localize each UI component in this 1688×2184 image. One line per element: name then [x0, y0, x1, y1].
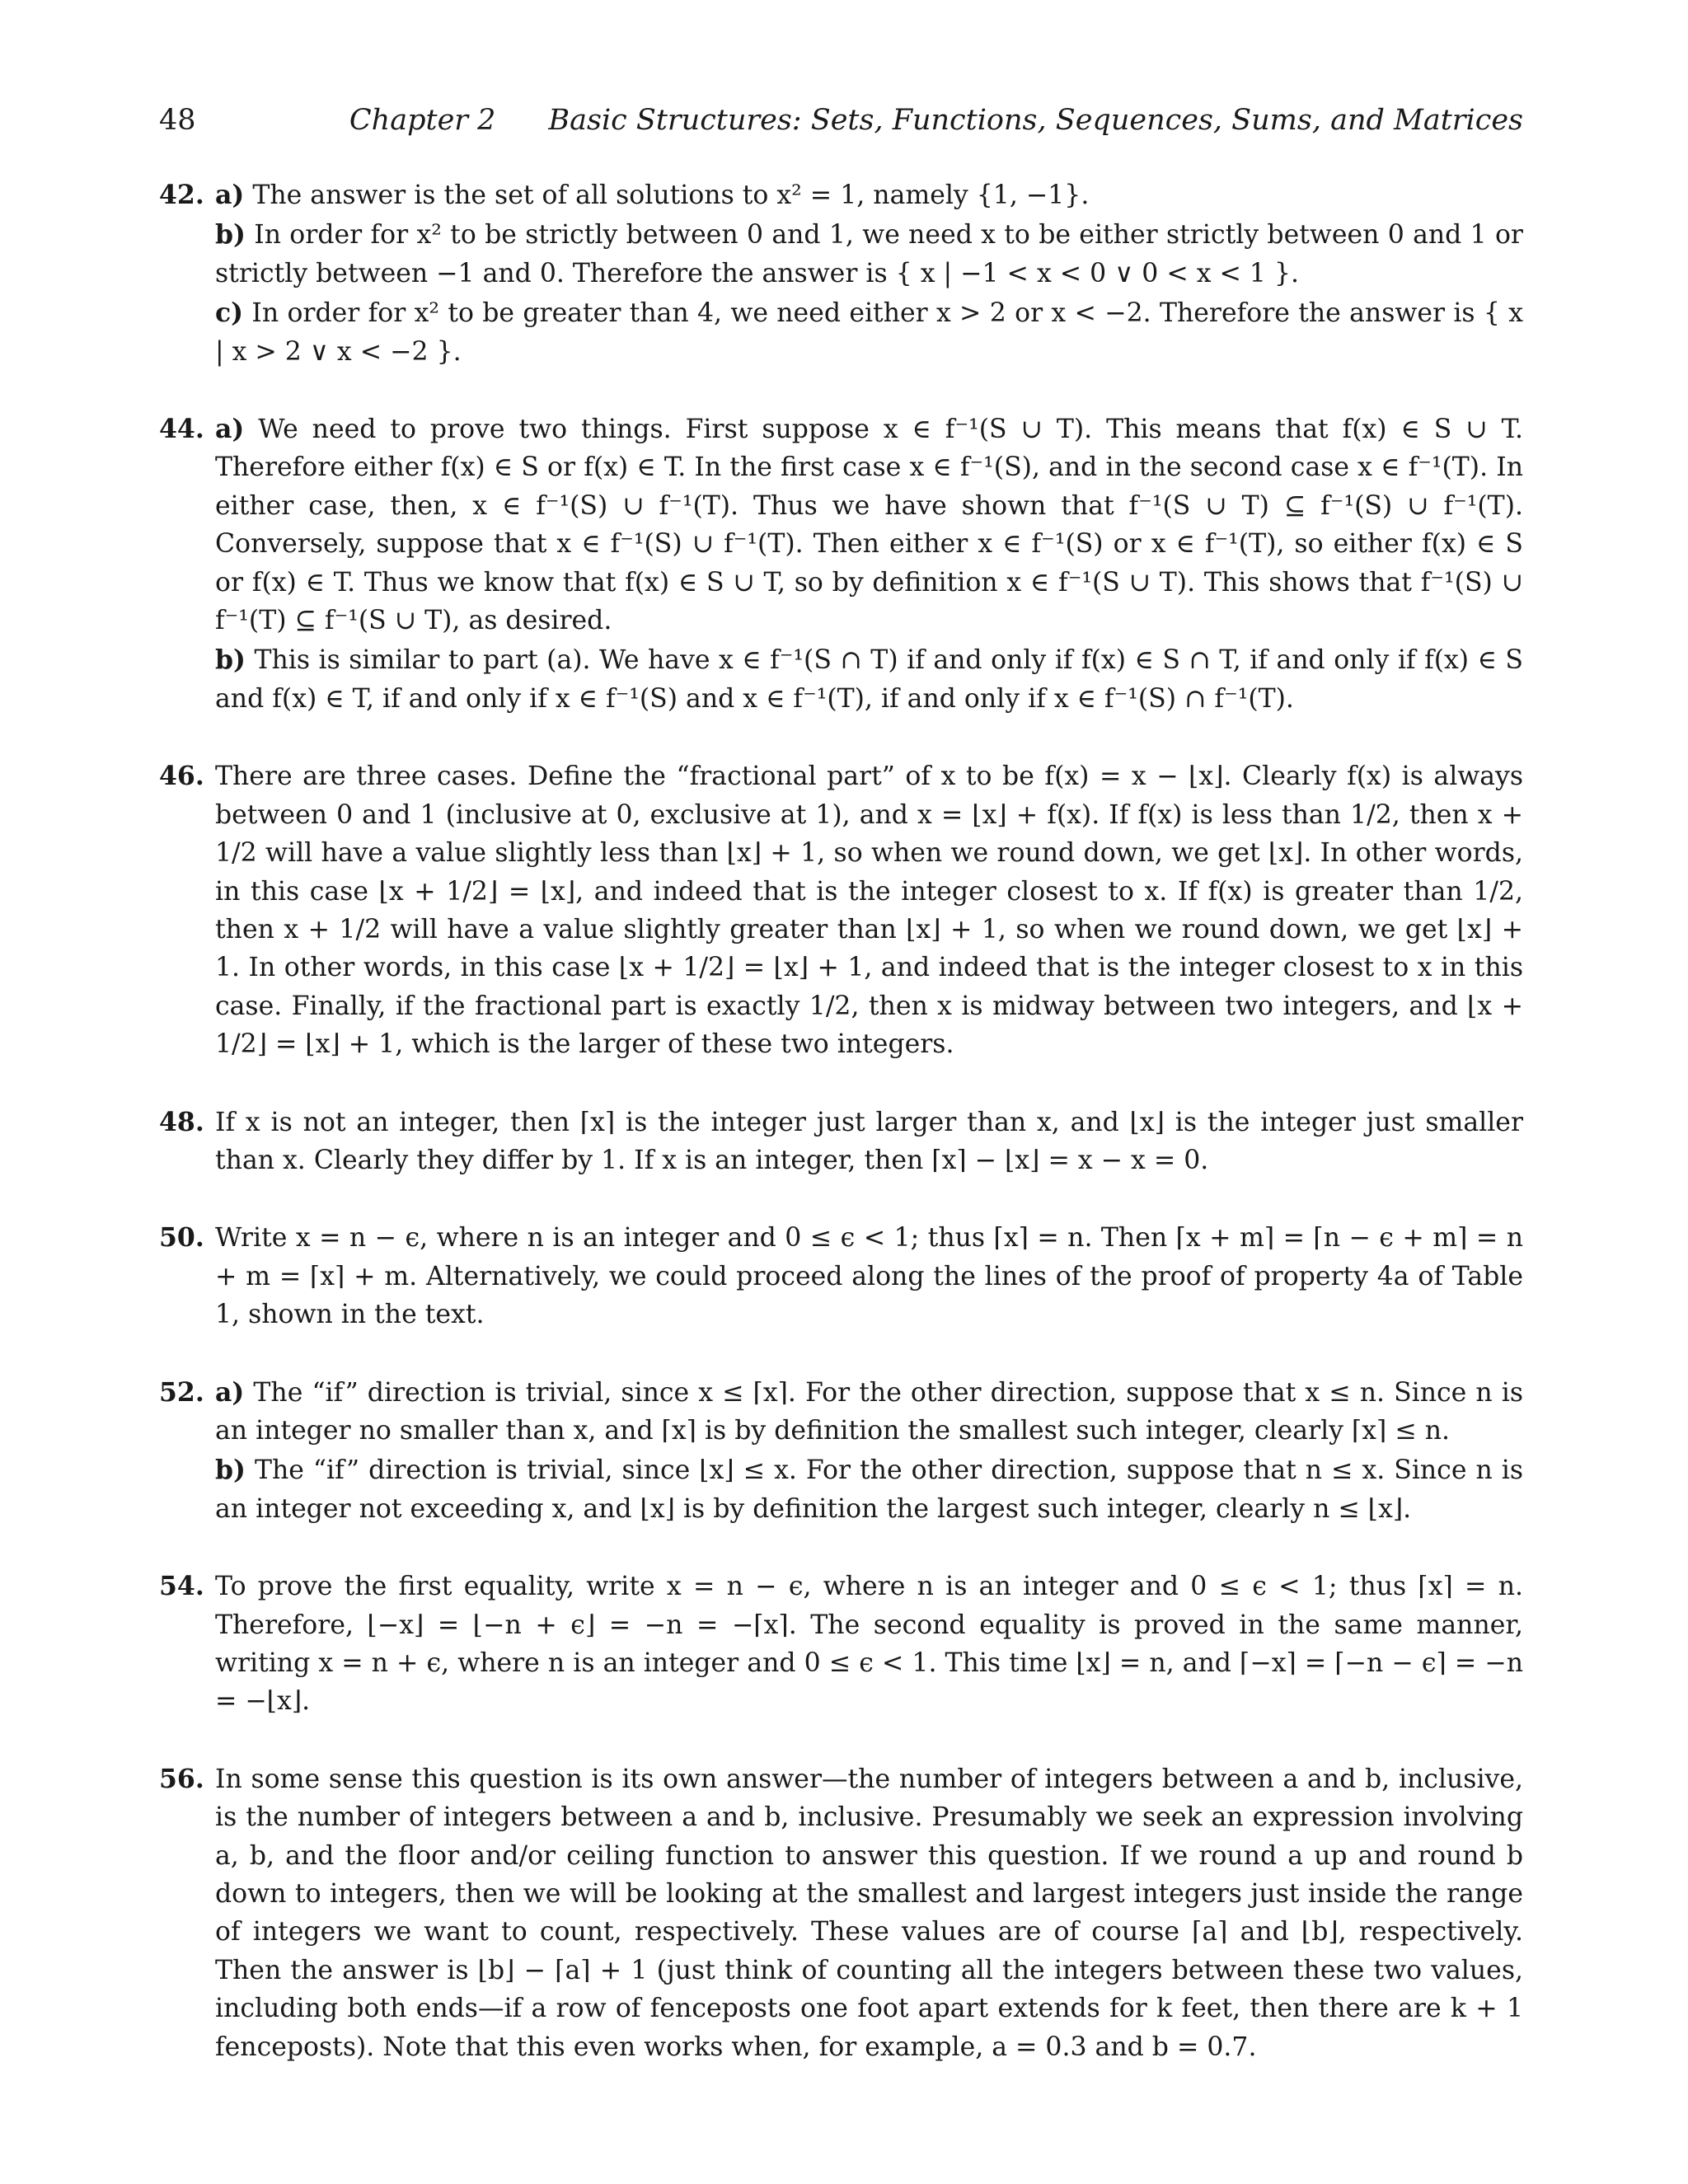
part-text: The “if” direction is trivial, since ⌊x⌋ ≤ x. For the other direction, suppose that n ≤ x. Since n is an integer not exceeding x, and ⌊x⌋ is by definition the largest such integer, clearly n ≤ ⌊x⌋. — [215, 1455, 1524, 1524]
part-text: This is similar to part (a). We have x ∈ f⁻¹(S ∩ T) if and only if f(x) ∈ S ∩ T, if and only if f(x) ∈ S and f(x) ∈ T, if and only if x ∈ f⁻¹(S) and x ∈ f⁻¹(T), if and only if x ∈ f⁻¹(S) ∩ f⁻¹(T). — [215, 645, 1523, 714]
page-header — [159, 97, 1523, 143]
part-label: a) — [215, 414, 245, 445]
problem-46 — [159, 757, 1523, 1063]
page-number: 48 — [159, 104, 196, 137]
solution-part — [215, 1374, 1523, 1451]
problem-number: 50. — [159, 1222, 204, 1254]
problem-number: 56. — [159, 1763, 204, 1794]
part-text: We need to prove two things. First suppose x ∈ f⁻¹(S ∪ T). This means that f(x) ∈ S ∪ T. Therefore either f(x) ∈ S or f(x) ∈ T. In the first case x ∈ f⁻¹(S), and in the second case x ∈ f⁻¹(T). In either case, then, x ∈ f⁻¹(S) ∪ f⁻¹(T). Thus we have shown that f⁻¹(S ∪ T) ⊆ f⁻¹(S) ∪ f⁻¹(T). Conversely, suppose that x ∈ f⁻¹(S) ∪ f⁻¹(T). Then either x ∈ f⁻¹(S) or x ∈ f⁻¹(T), so either f(x) ∈ S or f(x) ∈ T. Thus we know that f(x) ∈ S ∪ T, so by definition x ∈ f⁻¹(S ∪ T). This shows that f⁻¹(S) ∪ f⁻¹(T) ⊆ f⁻¹(S ∪ T), as desired. — [215, 415, 1524, 636]
part-label: a) — [215, 180, 245, 210]
chapter-label: Chapter 2 — [349, 104, 496, 137]
solution-part — [215, 757, 1523, 1063]
part-label: b) — [215, 1455, 246, 1486]
problem-number: 44. — [159, 414, 204, 445]
solution-part — [215, 1451, 1523, 1528]
part-label: b) — [215, 644, 246, 676]
problem-56 — [159, 1760, 1523, 2066]
solutions-body — [159, 176, 1523, 2106]
problem-54 — [159, 1568, 1523, 1721]
part-text: There are three cases. Define the “fractional part” of x to be f(x) = x − ⌊x⌋. Clearly f(x) is always between 0 and 1 (inclusive at 0, exclusive at 1), and x = ⌊x⌋ + f(x). If f(x) is less than 1/2, then x + 1/2 will have a value slightly less than ⌊x⌋ + 1, so when we round down, we get ⌊x⌋. In other words, in this case ⌊x + 1/2⌋ = ⌊x⌋, and indeed that is the integer closest to x. If f(x) is greater than 1/2, then x + 1/2 will have a value slightly greater than ⌊x⌋ + 1, so when we round down, we get ⌊x⌋ + 1. In other words, in this case ⌊x + 1/2⌋ = ⌊x⌋ + 1, and indeed that is the integer closest to x in this case. Finally, if the fractional part is exactly 1/2, then x is midway between two integers, and ⌊x + 1/2⌋ = ⌊x⌋ + 1, which is the larger of these two integers. — [215, 762, 1523, 1060]
part-text: If x is not an integer, then ⌈x⌉ is the integer just larger than x, and ⌊x⌋ is the integer just smaller than x. Clearly they differ by 1. If x is an integer, then ⌈x⌉ − ⌊x⌋ = x − x = 0. — [215, 1107, 1523, 1175]
running-head — [349, 97, 1523, 143]
chapter-title: Basic Structures: Sets, Functions, Sequences, Sums, and Matrices — [548, 104, 1523, 137]
part-label: b) — [215, 219, 246, 251]
problem-number: 54. — [159, 1571, 204, 1602]
part-label: a) — [215, 1376, 245, 1408]
problem-number: 52. — [159, 1376, 204, 1408]
part-label: c) — [215, 298, 244, 329]
problem-52 — [159, 1374, 1523, 1529]
solution-part — [215, 410, 1523, 640]
part-text: In order for x² to be greater than 4, we need either x > 2 or x < −2. Therefore the answer is { x | x > 2 ∨ x < −2 }. — [215, 298, 1523, 367]
problem-number: 42. — [159, 180, 204, 210]
solution-part — [215, 1568, 1523, 1721]
problem-number: 48. — [159, 1106, 204, 1137]
solution-part — [215, 1760, 1523, 2066]
part-text: The “if” direction is trivial, since x ≤ ⌈x⌉. For the other direction, suppose that x ≤ n. Since n is an integer no smaller than x, and ⌈x⌉ is by definition the smallest such integer, clearly ⌈x⌉ ≤ n. — [215, 1377, 1524, 1446]
part-text: In some sense this question is its own answer—the number of integers between a and b, inclusive, is the number of integers between a and b, inclusive. Presumably we seek an expression involving a, b, and the floor and/or ceiling function to answer this question. If we round a up and round b down to integers, then we will be looking at the smallest and largest integers just inside the range of integers we want to count, respectively. These values are of course ⌈a⌉ and ⌊b⌋, respectively. Then the answer is ⌊b⌋ − ⌈a⌉ + 1 (just think of counting all the integers between these two values, including both ends—if a row of fenceposts one foot apart extends for k feet, then there are k + 1 fenceposts). Note that this even works when, for example, a = 0.3 and b = 0.7. — [215, 1764, 1523, 2062]
solution-part — [215, 216, 1523, 293]
problem-42 — [159, 176, 1523, 371]
problem-50 — [159, 1219, 1523, 1333]
problem-48 — [159, 1104, 1523, 1180]
part-text: The answer is the set of all solutions to x² = 1, namely {1, −1}. — [252, 180, 1090, 210]
problem-number: 46. — [159, 761, 204, 792]
part-text: Write x = n − ϵ, where n is an integer and 0 ≤ ϵ < 1; thus ⌈x⌉ = n. Then ⌈x + m⌉ = ⌈n − ϵ + m⌉ = n + m = ⌈x⌉ + m. Alternatively, we could proceed along the lines of the proof of property 4a of Table 1, shown in the text. — [215, 1223, 1523, 1330]
part-text: To prove the first equality, write x = n − ϵ, where n is an integer and 0 ≤ ϵ < 1; thus ⌈x⌉ = n. Therefore, ⌊−x⌋ = ⌊−n + ϵ⌋ = −n = −⌈x⌉. The second equality is proved in the same manner, writing x = n + ϵ, where n is an integer and 0 ≤ ϵ < 1. This time ⌊x⌋ = n, and ⌈−x⌉ = ⌈−n − ϵ⌉ = −n = −⌊x⌋. — [215, 1572, 1523, 1717]
solution-part — [215, 176, 1523, 214]
solution-part — [215, 641, 1523, 718]
solution-part — [215, 294, 1523, 371]
part-text: In order for x² to be strictly between 0 and 1, we need x to be either strictly between 0 and 1 or strictly between −1 and 0. Therefore the answer is { x | −1 < x < 0 ∨ 0 < x < 1 }. — [215, 220, 1523, 288]
solution-part — [215, 1219, 1523, 1333]
problem-44 — [159, 410, 1523, 718]
solution-part — [215, 1104, 1523, 1180]
